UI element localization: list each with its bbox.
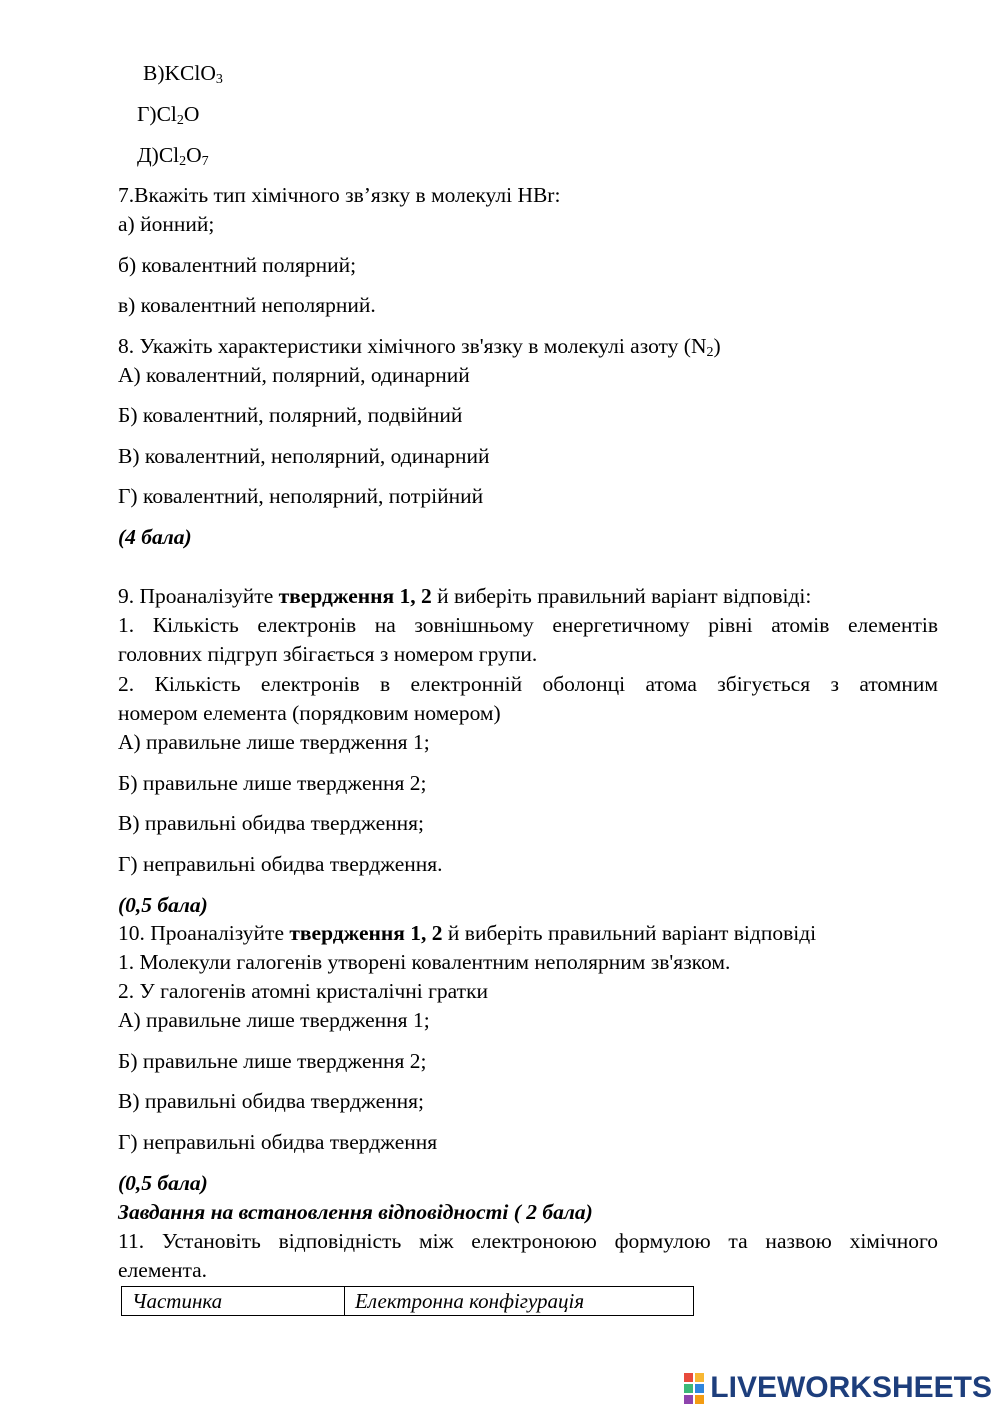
q6-option-v: В)KClO$_3$ [143, 61, 223, 87]
q8-option-a: А) ковалентний, полярний, одинарний [118, 363, 470, 387]
q9-intro: 9. Проаналізуйте твердження 1, 2 й виберіть правильний варіант відповіді: [118, 584, 812, 608]
q8-option-b: Б) ковалентний, полярний, подвійний [118, 403, 463, 427]
liveworksheets-logo [684, 1371, 992, 1405]
q10-score: (0,5 бала) [118, 1171, 208, 1195]
q9-statement-1-line-1: 1. Кількість електронів на зовнішньому енергетичному рівні атомів елементів [118, 613, 938, 637]
section-title: Завдання на встановлення відповідності ( 2 бала) [118, 1200, 593, 1224]
q10-statement-1: 1. Молекули галогенів утворені ковалентним неполярним зв'язком. [118, 950, 731, 974]
q10-option-v: В) правильні обидва твердження; [118, 1089, 424, 1113]
q6-option-g: $Г)Cl_2O$ [137, 102, 200, 128]
q7-option-v: в) ковалентний неполярний. [118, 293, 376, 317]
q7-option-b: б) ковалентний полярний; [118, 253, 357, 277]
q9-option-a: А) правильне лише твердження 1; [118, 730, 430, 754]
table-header-row [122, 1287, 694, 1316]
q8-question: 8. Укажіть характеристики хімічного зв'язку в молекулі азоту $(N_2)$ [118, 334, 721, 360]
q10-intro: 10. Проаналізуйте твердження 1, 2 й виберіть правильний варіант відповіді [118, 921, 817, 945]
q7-question: 7.Вкажіть тип хімічного зв’язку в молекулі HBr: [118, 183, 561, 207]
q10-option-b: Б) правильне лише твердження 2; [118, 1049, 427, 1073]
q9-option-v: В) правильні обидва твердження; [118, 811, 424, 835]
q9-option-g: Г) неправильні обидва твердження. [118, 852, 443, 876]
q11-table [121, 1286, 694, 1316]
q8-option-v: В) ковалентний, неполярний, одинарний [118, 444, 490, 468]
q10-option-a: А) правильне лише твердження 1; [118, 1008, 430, 1032]
q6-option-d: $Д)Cl_2O_7$ [137, 143, 209, 169]
q8-option-g: Г) ковалентний, неполярний, потрійний [118, 484, 484, 508]
q9-score: (0,5 бала) [118, 893, 208, 917]
q7-option-a: а) йонний; [118, 212, 215, 236]
q9-statement-1-line-2: головних підгруп збігається з номером групи. [118, 642, 538, 666]
q11-line-2: елемента. [118, 1258, 208, 1282]
q9-statement-2-line-1: 2. Кількість електронів в електронній оболонці атома збігується з атомним [118, 672, 938, 696]
table-header-particle: Частинка [122, 1287, 345, 1316]
q9-option-b: Б) правильне лише твердження 2; [118, 771, 427, 795]
q9-statement-2-line-2: номером елемента (порядковим номером) [118, 701, 501, 725]
logo-text: LIVEWORKSHEETS [710, 1371, 992, 1404]
q8-score: (4 бала) [118, 525, 192, 549]
q10-statement-2: 2. У галогенів атомні кристалічні гратки [118, 979, 489, 1003]
table-header-configuration: Електронна конфігурація [345, 1287, 694, 1316]
q10-option-g: Г) неправильні обидва твердження [118, 1130, 438, 1154]
q11-line-1: 11. Установіть відповідність між електроноюю формулою та назвою хімічного [118, 1229, 938, 1253]
logo-mark-icon [684, 1373, 704, 1404]
